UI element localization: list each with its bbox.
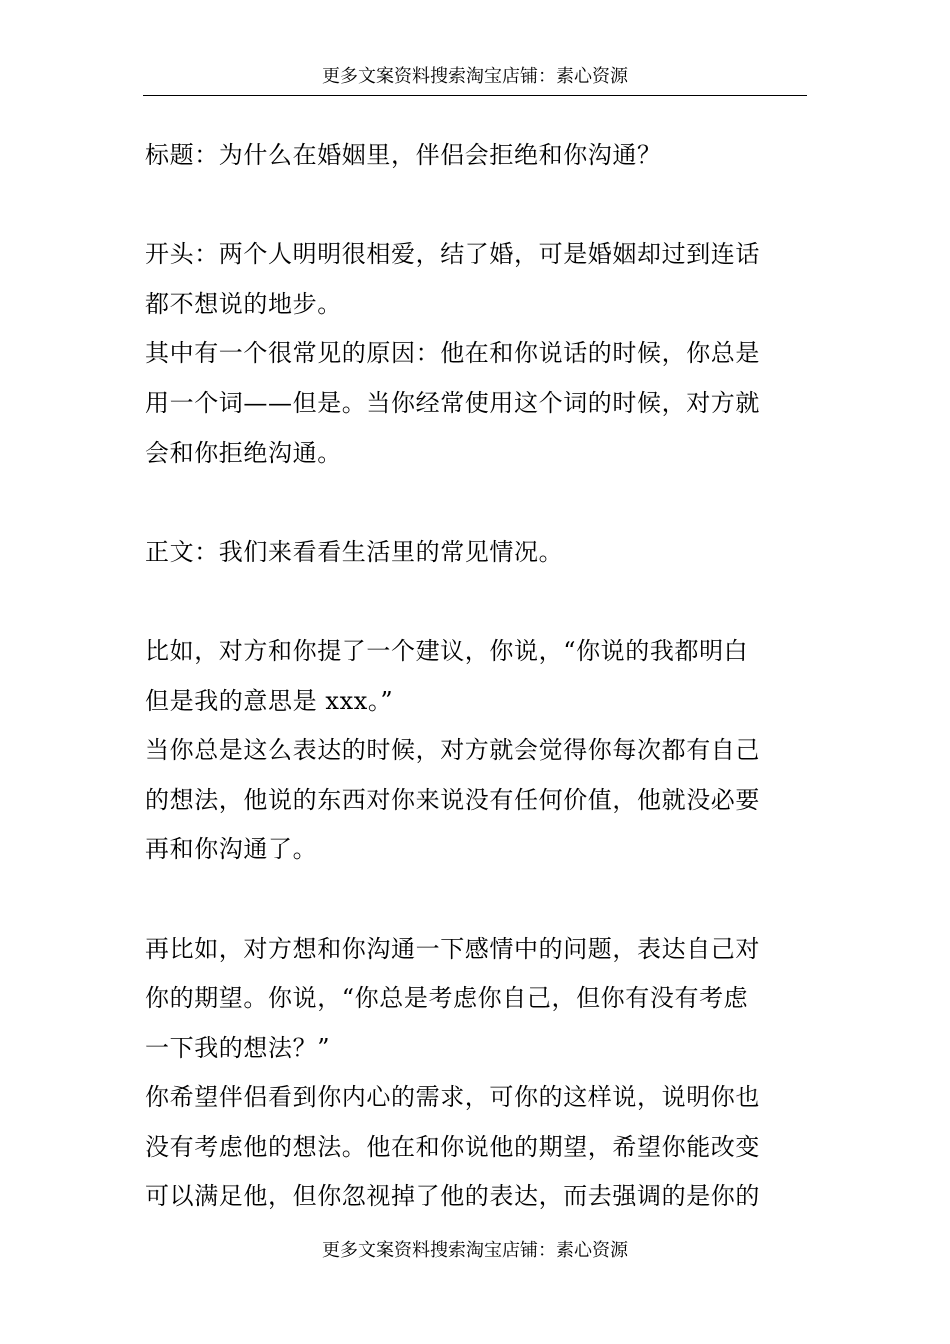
example2-explanation-line-2: 没有考虑他的想法。他在和你说他的期望，希望你能改变 bbox=[145, 1132, 760, 1161]
example1-paragraph bbox=[145, 627, 810, 726]
opening-line-1: 开头：两个人明明很相爱，结了婚，可是婚姻却过到连话 bbox=[145, 240, 760, 269]
opening-line-2: 都不想说的地步。 bbox=[145, 289, 342, 318]
reason-line-2: 用一个词——但是。当你经常使用这个词的时候，对方就 bbox=[145, 388, 760, 417]
example1-explanation-line-1: 当你总是这么表达的时候，对方就会觉得你每次都有自己 bbox=[145, 736, 760, 765]
header-divider bbox=[143, 95, 807, 96]
document-body bbox=[145, 131, 810, 1222]
main-intro-paragraph bbox=[145, 528, 810, 578]
opening-paragraph bbox=[145, 230, 810, 329]
example1-line-1: 比如，对方和你提了一个建议，你说，“你说的我都明白 bbox=[145, 636, 749, 665]
page-footer: 更多文案资料搜索淘宝店铺：素心资源 bbox=[322, 1240, 628, 1261]
title-paragraph bbox=[145, 131, 810, 181]
example1-explanation-line-2: 的想法，他说的东西对你来说没有任何价值，他就没必要 bbox=[145, 785, 760, 814]
example2-paragraph bbox=[145, 925, 810, 1074]
example2-explanation-line-1: 你希望伴侣看到你内心的需求，可你的这样说，说明你也 bbox=[145, 1083, 760, 1112]
page-header: 更多文案资料搜索淘宝店铺：素心资源 bbox=[322, 66, 628, 87]
reason-line-1: 其中有一个很常见的原因：他在和你说话的时候，你总是 bbox=[145, 339, 760, 368]
reason-line-3: 会和你拒绝沟通。 bbox=[145, 438, 342, 467]
example2-line-3: 一下我的想法？” bbox=[145, 1033, 331, 1062]
example2-explanation bbox=[145, 1073, 810, 1222]
spacer bbox=[145, 875, 810, 925]
title-line: 标题：为什么在婚姻里，伴侣会拒绝和你沟通？ bbox=[145, 141, 662, 169]
spacer bbox=[145, 577, 810, 627]
reason-paragraph bbox=[145, 329, 810, 478]
example2-line-2: 你的期望。你说，“你总是考虑你自己，但你有没有考虑 bbox=[145, 984, 749, 1013]
example1-explanation bbox=[145, 726, 810, 875]
spacer bbox=[145, 181, 810, 231]
main-intro-line: 正文：我们来看看生活里的常见情况。 bbox=[145, 537, 564, 566]
example1-explanation-line-3: 再和你沟通了。 bbox=[145, 835, 318, 864]
example2-line-1: 再比如，对方想和你沟通一下感情中的问题，表达自己对 bbox=[145, 934, 760, 963]
example1-line-2: 但是我的意思是 xxx。” bbox=[145, 686, 394, 715]
example2-explanation-line-3: 可以满足他，但你忽视掉了他的表达，而去强调的是你的 bbox=[145, 1182, 760, 1211]
spacer bbox=[145, 478, 810, 528]
